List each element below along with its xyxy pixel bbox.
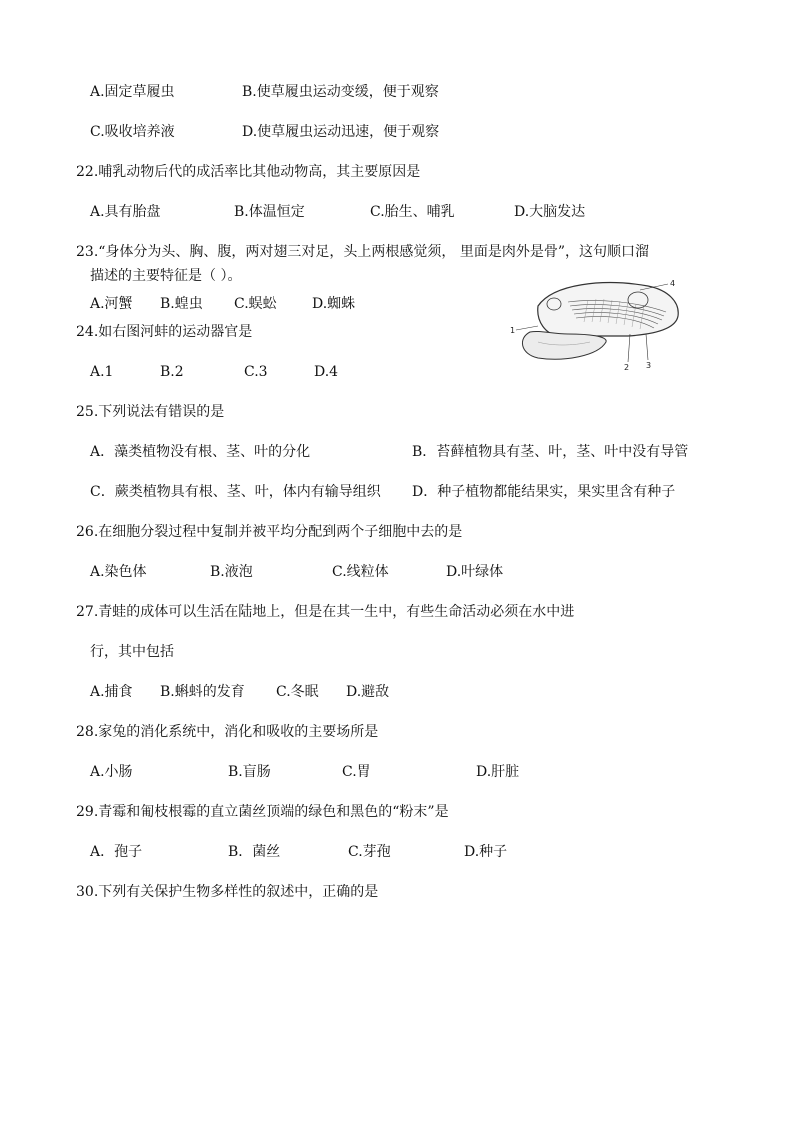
q22-option-d: D.大脑发达 (514, 204, 586, 220)
q27-option-d: D.避敌 (346, 684, 390, 700)
q23-option-b: B.蝗虫 (160, 296, 203, 312)
q21-option-d: D.使草履虫运动迅速，便于观察 (242, 124, 440, 140)
q24-option-d: D.4 (314, 364, 339, 380)
q25-option-b: B．苔藓植物具有茎、叶，茎、叶中没有导管 (412, 444, 689, 460)
q27-stem-line2: 行，其中包括 (90, 644, 174, 660)
q26-stem: 26.在细胞分裂过程中复制并被平均分配到两个子细胞中去的是 (76, 524, 463, 540)
q26-option-c: C.线粒体 (332, 564, 389, 580)
q29-stem: 29.青霉和匍枝根霉的直立菌丝顶端的绿色和黑色的“粉末”是 (76, 804, 449, 820)
q27-option-b: B.蝌蚪的发育 (160, 684, 245, 700)
q22-option-a: A.具有胎盘 (90, 204, 161, 220)
q28-stem: 28.家兔的消化系统中，消化和吸收的主要场所是 (76, 724, 379, 740)
q25-option-c: C．蕨类植物具有根、茎、叶，体内有输导组织 (90, 484, 381, 500)
mussel-diagram (508, 276, 688, 372)
q27-option-c: C.冬眠 (276, 684, 319, 700)
q23-stem-line1: 23.“身体分为头、胸、腹，两对翅三对足，头上两根感觉须， 里面是肉外是骨”，这句顺口溜 (76, 244, 650, 260)
q28-option-d: D.肝脏 (476, 764, 520, 780)
q25-option-a: A．藻类植物没有根、茎、叶的分化 (90, 444, 311, 460)
q26-option-b: B.液泡 (210, 564, 253, 580)
figure-label-2: 2 (624, 363, 630, 372)
q24-option-b: B.2 (160, 364, 184, 380)
mussel-foot (522, 331, 606, 359)
q21-option-a: A.固定草履虫 (90, 84, 175, 100)
q29-option-b: B．菌丝 (228, 844, 281, 860)
q23-option-d: D.蜘蛛 (312, 296, 356, 312)
q28-option-b: B.盲肠 (228, 764, 271, 780)
q27-stem-line1: 27.青蛙的成体可以生活在陆地上，但是在其一生中，有些生命活动必须在水中进 (76, 604, 575, 620)
q24-option-a: A.1 (90, 364, 114, 380)
q23-stem-line2: 描述的主要特征是（ ）。 (90, 268, 242, 284)
q26-option-d: D.叶绿体 (446, 564, 504, 580)
q24-stem: 24.如右图河蚌的运动器官是 (76, 324, 253, 340)
q29-option-d: D.种子 (464, 844, 508, 860)
q28-option-a: A.小肠 (90, 764, 133, 780)
mussel-diagram-svg (508, 276, 688, 372)
q30-stem: 30.下列有关保护生物多样性的叙述中，正确的是 (76, 884, 379, 900)
q25-option-d: D．种子植物都能结果实，果实里含有种子 (412, 484, 676, 500)
q22-option-c: C.胎生、哺乳 (370, 204, 455, 220)
q26-option-a: A.染色体 (90, 564, 147, 580)
q27-option-a: A.捕食 (90, 684, 133, 700)
figure-label-4: 4 (670, 279, 676, 288)
q28-option-c: C.胃 (342, 764, 371, 780)
q29-option-c: C.芽孢 (348, 844, 391, 860)
figure-label-1: 1 (510, 326, 516, 335)
q22-stem: 22.哺乳动物后代的成活率比其他动物高，其主要原因是 (76, 164, 421, 180)
q23-option-a: A.河蟹 (90, 296, 133, 312)
q21-option-b: B.使草履虫运动变缓，便于观察 (242, 84, 439, 100)
q24-option-c: C.3 (244, 364, 268, 380)
q25-stem: 25.下列说法有错误的是 (76, 404, 225, 420)
q21-option-c: C.吸收培养液 (90, 124, 175, 140)
q22-option-b: B.体温恒定 (234, 204, 305, 220)
q23-option-c: C.蜈蚣 (234, 296, 277, 312)
figure-label-3: 3 (646, 361, 652, 370)
q29-option-a: A．孢子 (90, 844, 143, 860)
